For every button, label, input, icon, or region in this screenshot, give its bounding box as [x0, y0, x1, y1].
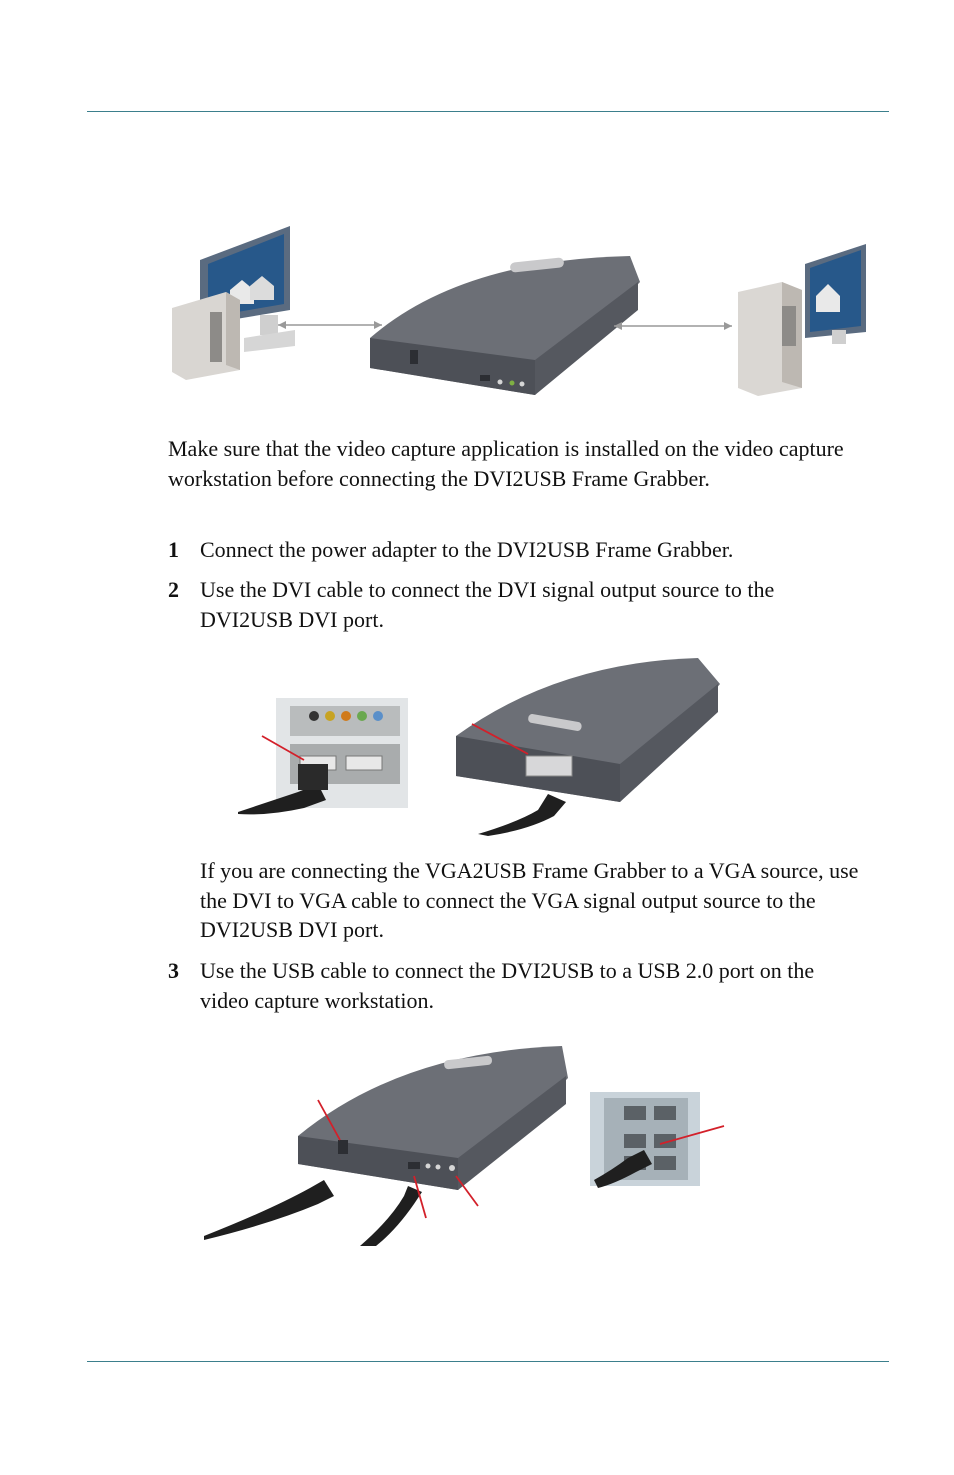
frame-grabber-device-icon — [370, 256, 640, 395]
header-rule — [87, 111, 889, 112]
step-text: Use the DVI cable to connect the DVI signal output source to the DVI2USB DVI port. — [200, 577, 775, 632]
frame-grabber-rear-photo — [204, 1046, 568, 1246]
frame-grabber-front-photo — [456, 658, 720, 836]
usb-connection-figure — [200, 1040, 730, 1250]
step-number: 3 — [168, 958, 179, 983]
step-number: 1 — [168, 537, 179, 562]
step-number: 2 — [168, 577, 179, 602]
capture-monitor-icon — [805, 244, 866, 344]
intro-paragraph — [168, 434, 868, 493]
vga-note — [200, 856, 868, 945]
vga-note-text: If you are connecting the VGA2USB Frame Grabber to a VGA source, use the DVI to VGA cable to connect the VGA signal output source to the DVI2USB DVI port. — [200, 858, 859, 942]
pc-back-panel-photo — [238, 698, 408, 814]
workstation-usb-photo — [590, 1092, 700, 1188]
dvi-connection-figure — [228, 652, 728, 836]
intro-text: Make sure that the video capture application is installed on the video capture workstation before connecting the DVI2USB Frame Grabber. — [168, 436, 844, 491]
connection-overview-figure — [160, 220, 880, 405]
capture-tower-icon — [738, 282, 802, 396]
step-text: Use the USB cable to connect the DVI2USB to a USB 2.0 port on the video capture workstation. — [200, 958, 815, 1013]
footer-rule — [87, 1361, 889, 1362]
step-text: Connect the power adapter to the DVI2USB Frame Grabber. — [200, 537, 734, 562]
source-tower-icon — [172, 292, 240, 380]
